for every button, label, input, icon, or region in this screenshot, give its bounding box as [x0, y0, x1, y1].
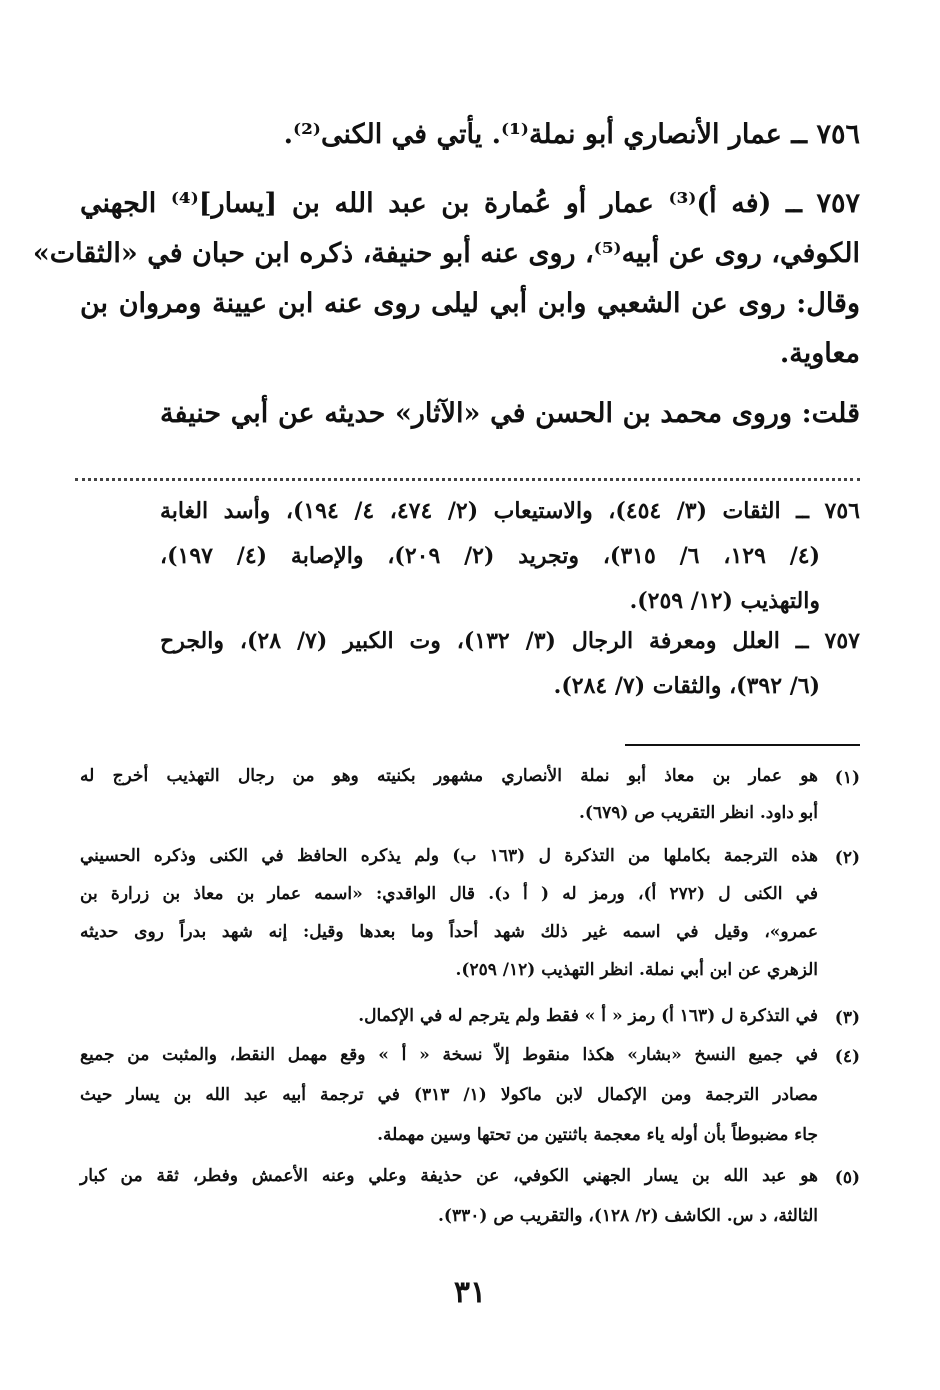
footnote-line: عمرو»، وقيل في اسمه غير ذلك شهد أحداً وما بعدها وقيل: إنه شهد بدراً روى حديثه — [80, 922, 818, 942]
footnote-number: (٥) — [834, 1168, 860, 1188]
footnote-rule — [625, 744, 860, 746]
source-756-line-3: والتهذيب (١٢/ ٢٥٩). — [629, 588, 820, 614]
footnote-line: هو عمار بن معاذ أبو نملة الأنصاري مشهور بكنيته وهو من رجال التهذيب أخرج له — [80, 766, 818, 786]
footnote-number: (٢) — [834, 848, 860, 868]
source-757-line-1: ٧٥٧ ــ العلل ومعرفة الرجال (٣/ ١٣٢)، وت الكبير (٧/ ٢٨)، والجرح — [160, 628, 860, 654]
entry-757-line-1: ٧٥٧ ــ (فه أ)⁽³⁾ عمار أو عُمارة بن عبد الله بن [يسار]⁽⁴⁾ الجهني — [80, 188, 860, 219]
footnote-line: الزهري عن ابن أبي نملة. انظر التهذيب (١٢/ ٢٥٩). — [455, 960, 818, 980]
source-757-line-2: (٦/ ٣٩٢)، والثقات (٧/ ٢٨٤). — [553, 673, 820, 699]
page-number: ٣١ — [453, 1275, 487, 1310]
entry-756: ٧٥٦ ــ عمار الأنصاري أبو نملة⁽¹⁾. يأتي في الكنى⁽²⁾. — [283, 119, 860, 150]
footnote-number: (٤) — [834, 1047, 860, 1067]
entry-757-line-3: وقال: روى عن الشعبي وابن أبي ليلى روى عنه ابن عيينة ومروان بن — [80, 288, 860, 319]
footnote-line: جاء مضبوطاً بأن أوله ياء معجمة باثنتين من تحتها وسين مهملة. — [377, 1125, 818, 1145]
footnote-line: في التذكرة ل (١٦٣ أ) رمز « أ » فقط ولم يترجم له في الإكمال. — [358, 1006, 818, 1026]
footnote-line: في جميع النسخ «بشار» هكذا منقوط إلاّ نسخة « أ » وقع مهمل النقط، والمثبت من جميع — [80, 1045, 818, 1065]
qult-line: قلت: وروى محمد بن الحسن في «الآثار» حديثه عن أبي حنيفة — [160, 398, 860, 429]
entry-757-line-2: الكوفي، روى عن أبيه⁽⁵⁾، روى عنه أبو حنيفة، ذكره ابن حبان في «الثقات» — [32, 238, 860, 269]
footnote-line: أبو داود. انظر التقريب ص (٦٧٩). — [578, 803, 818, 823]
source-756-line-2: (٤/ ١٢٩، ٦/ ٣١٥)، وتجريد (٢/ ٢٠٩)، والإصابة (٤/ ١٩٧)، — [160, 543, 821, 569]
footnote-line: هو عبد الله بن يسار الجهني الكوفي، عن حذيفة وعلي وعنه الأعمش وفطر، ثقة من كبار — [80, 1166, 818, 1186]
dotted-separator — [75, 478, 860, 481]
footnote-line: مصادر الترجمة ومن الإكمال لابن ماكولا (١/ ٣١٣) في ترجمة أبيه عبد الله بن يسار حيث — [80, 1085, 818, 1105]
footnote-line: الثالثة، د س. الكاشف (٢/ ١٢٨)، والتقريب ص (٣٣٠). — [438, 1206, 818, 1226]
footnote-line: هذه الترجمة بكاملها من التذكرة ل (١٦٣ ب) ولم يذكره الحافظ في الكنى وذكره الحسيني — [80, 846, 818, 866]
source-756-line-1: ٧٥٦ ــ الثقات (٣/ ٤٥٤)، والاستيعاب (٢/ ٤٧٤، ٤/ ١٩٤)، وأسد الغابة — [160, 498, 860, 524]
footnote-number: (٣) — [834, 1008, 860, 1028]
entry-757-line-4: معاوية. — [779, 338, 860, 369]
footnote-line: في الكنى ل (٢٧٢ أ)، ورمز له ( أ د). قال الواقدي: «اسمه عمار بن معاذ بن زرارة بن — [80, 884, 818, 904]
footnote-number: (١) — [834, 768, 860, 788]
